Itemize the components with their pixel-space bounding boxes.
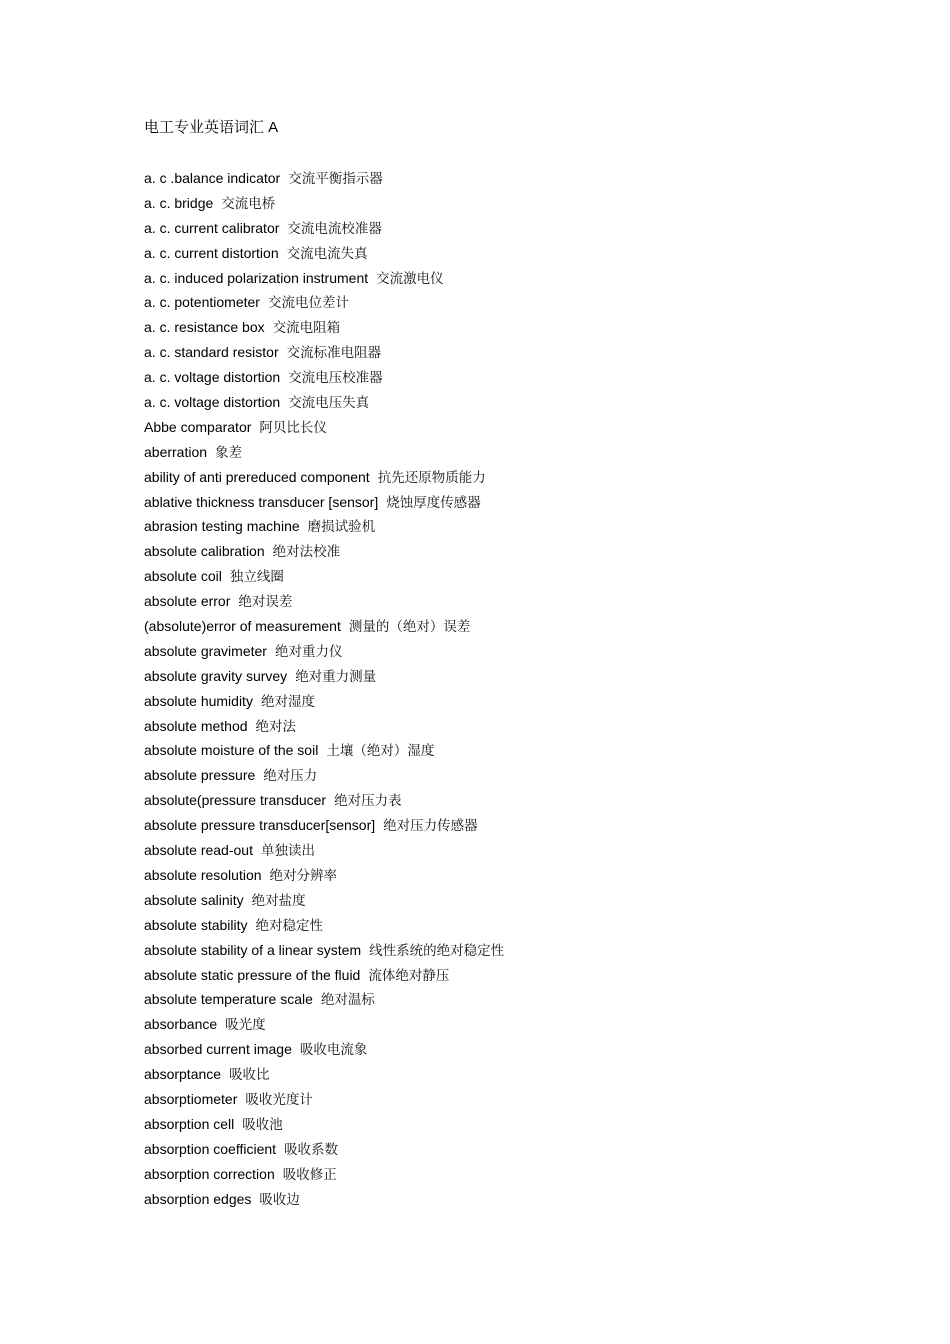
entry-translation: 测量的（绝对）误差 [348,619,471,636]
entry-term: absolute error [144,593,231,610]
entry-term: a. c. standard resistor [144,344,279,361]
entry-term: absolute read-out [144,842,253,859]
glossary-entry [144,216,504,241]
entry-term: absorption correction [144,1165,275,1182]
glossary-entry [144,315,504,340]
entry-term: absolute stability of a linear system [144,941,362,958]
entry-translation: 吸收比 [229,1067,270,1084]
glossary-entry [144,963,504,988]
entry-term: a. c. voltage distortion [144,394,281,411]
entry-term: aberration [144,443,208,460]
glossary-entry [144,440,504,465]
glossary-entry [144,689,504,714]
entry-translation: 土壤（绝对）湿度 [326,743,435,760]
entry-term: absolute static pressure of the fluid [144,966,361,983]
entry-translation: 吸收池 [242,1116,283,1133]
entry-term: absolute stability [144,916,248,933]
entry-translation: 交流电桥 [221,195,276,212]
entry-term: (absolute)error of measurement [144,618,341,635]
entry-term: Abbe comparator [144,418,252,435]
entry-term: a. c. induced polarization instrument [144,269,369,286]
entry-translation: 交流电位差计 [267,295,349,312]
entry-term: absorption edges [144,1190,252,1207]
glossary-entry [144,514,504,539]
entry-term: a. c. current distortion [144,244,279,261]
glossary-entry [144,664,504,689]
entry-term: absolute calibration [144,543,265,560]
entry-term: absolute resolution [144,866,262,883]
glossary-entry [144,938,504,963]
entry-translation: 象差 [215,444,243,461]
entry-translation: 交流电阻箱 [272,320,341,337]
glossary-entry [144,1187,504,1212]
entry-translation: 绝对压力传感器 [383,818,478,835]
entry-term: absolute temperature scale [144,991,313,1008]
entry-translation: 交流标准电阻器 [286,345,382,362]
entry-term: ablative thickness transducer [sensor] [144,493,379,510]
entry-translation: 阿贝比长仪 [259,419,327,436]
glossary-entry [144,1137,504,1162]
entry-translation: 绝对法 [255,718,297,735]
entry-translation: 线性系统的绝对稳定性 [369,942,505,959]
entry-translation: 绝对分辨率 [269,867,338,884]
entry-term: a. c. voltage distortion [144,369,281,386]
glossary-entry [144,763,504,788]
entry-term: absorptance [144,1066,222,1083]
entry-term: a. c. resistance box [144,319,265,336]
glossary-entry [144,1162,504,1187]
entry-translation: 交流电压校准器 [288,370,383,387]
glossary-entry [144,1112,504,1137]
glossary-entry [144,191,504,216]
entry-translation: 吸光度 [225,1017,266,1034]
entry-term: absolute moisture of the soil [144,742,319,759]
entry-term: absolute(pressure transducer [144,792,327,809]
entry-translation: 吸收修正 [282,1166,337,1183]
glossary-entry [144,639,504,664]
glossary-entry [144,465,504,490]
entry-translation: 独立线圈 [229,569,284,586]
entry-translation: 抗先还原物质能力 [377,469,486,486]
glossary-entry [144,266,504,291]
entry-term: absorbance [144,1016,218,1033]
entry-translation: 绝对温标 [320,992,375,1009]
glossary-entry [144,166,504,191]
glossary-entry [144,390,504,415]
entry-translation: 流体绝对静压 [368,967,450,984]
glossary-entry [144,888,504,913]
entry-term: absorption coefficient [144,1140,277,1157]
entry-term: absolute pressure transducer[sensor] [144,817,376,834]
entry-translation: 绝对法校准 [272,544,341,561]
glossary-entry [144,490,504,515]
entry-translation: 绝对误差 [238,594,293,611]
glossary-entry [144,589,504,614]
entry-translation: 交流电流校准器 [287,220,382,237]
entry-translation: 磨损试验机 [307,519,376,536]
entry-term: abrasion testing machine [144,518,300,535]
glossary-entry [144,813,504,838]
entry-term: absolute coil [144,568,222,585]
glossary-entry [144,913,504,938]
glossary-entry [144,738,504,763]
glossary-entry [144,987,504,1012]
glossary-entry [144,564,504,589]
entry-term: absolute pressure [144,767,256,784]
entry-translation: 绝对压力表 [334,793,402,810]
glossary-entry [144,539,504,564]
entry-term: absolute method [144,717,248,734]
entry-term: a. c. potentiometer [144,294,260,311]
entry-translation: 绝对重力测量 [295,668,377,685]
entry-translation: 交流电流失真 [286,245,368,262]
entry-translation: 单独读出 [260,843,315,860]
glossary-entry [144,714,504,739]
glossary-entry [144,241,504,266]
entry-term: absolute humidity [144,692,253,709]
entry-term: a. c. bridge [144,194,214,211]
entry-term: a. c .balance indicator [144,170,281,186]
entry-translation: 绝对湿度 [260,693,315,710]
entry-translation: 绝对盐度 [251,892,306,909]
entry-term: a. c. current calibrator [144,219,280,236]
entry-translation: 吸收系数 [284,1141,339,1158]
entry-translation: 绝对压力 [263,768,318,785]
glossary-entry [144,788,504,813]
entry-translation: 吸收边 [259,1191,300,1208]
glossary-entry [144,1012,504,1037]
glossary-entry [144,415,504,440]
entry-translation: 吸收电流象 [299,1042,368,1059]
glossary-entry [144,340,504,365]
glossary-entry [144,838,504,863]
document-title: 电工专业英语词汇 A [144,119,279,136]
glossary-entry [144,1087,504,1112]
glossary-entry [144,1062,504,1087]
entry-term: absolute gravity survey [144,667,288,684]
glossary-entry [144,365,504,390]
glossary-list [144,166,504,1211]
entry-translation: 交流激电仪 [376,270,444,287]
entry-term: absolute gravimeter [144,642,267,659]
entry-term: absorption cell [144,1115,235,1132]
glossary-entry [144,290,504,315]
entry-translation: 交流电压失真 [288,395,370,412]
entry-translation: 交流平衡指示器 [288,171,383,187]
glossary-entry [144,1037,504,1062]
entry-translation: 绝对稳定性 [255,917,324,934]
entry-translation: 烧蚀厚度传感器 [386,494,481,511]
glossary-entry [144,863,504,888]
entry-term: absolute salinity [144,891,244,908]
glossary-entry [144,614,504,639]
entry-translation: 吸收光度计 [245,1091,313,1108]
entry-term: absorbed current image [144,1041,292,1058]
entry-translation: 绝对重力仪 [274,643,343,660]
entry-term: ability of anti prereduced component [144,468,370,485]
entry-term: absorptiometer [144,1090,238,1107]
